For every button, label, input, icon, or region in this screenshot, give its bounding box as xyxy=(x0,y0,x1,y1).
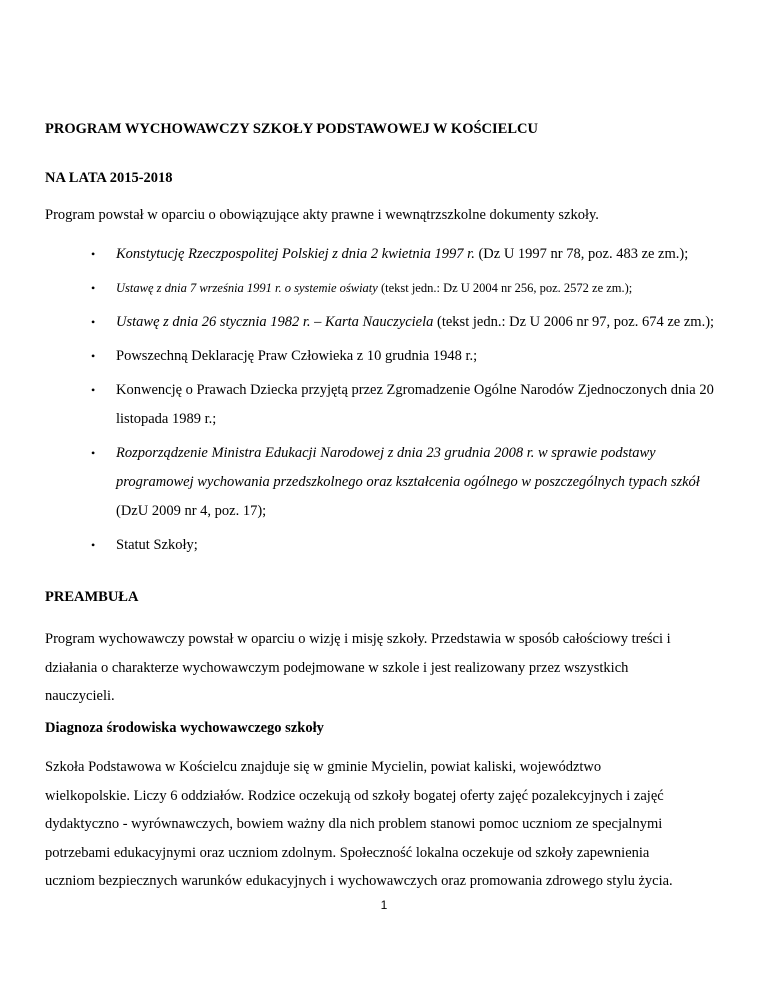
act-reference: (Dz U 1997 nr 78, poz. 483 ze zm.); xyxy=(474,246,689,262)
page-number: 1 xyxy=(380,898,388,912)
act-title: Rozporządzenie Ministra Edukacji Narodowej z dnia 23 grudnia 2008 r. w sprawie podstawy programowej wychowania przedszkolnego oraz kształcenia ogólnego w poszczególnych typach szkół xyxy=(116,445,700,490)
act-title: Ustawę z dnia 26 stycznia 1982 r. – Karta Nauczyciela xyxy=(116,314,434,330)
list-item xyxy=(0,240,768,269)
act-reference: (tekst jedn.: Dz U 2006 nr 97, poz. 674 ze zm.); xyxy=(433,314,715,330)
paragraph-line: potrzebami edukacyjnymi oraz uczniom zdolnym. Społeczność lokalna oczekuje od szkoły zapewnienia xyxy=(45,844,650,861)
list-item xyxy=(0,308,768,337)
diagnosis-paragraph xyxy=(45,753,735,896)
paragraph-line: działania o charakterze wychowawczym podejmowane w szkole i jest realizowany przez wszystkich xyxy=(45,659,629,676)
bullet-icon: • xyxy=(91,281,96,295)
legal-acts-list xyxy=(0,240,768,565)
act-reference: Statut Szkoły; xyxy=(116,537,198,553)
paragraph-line: Program wychowawczy powstał w oparciu o wizję i misję szkoły. Przedstawia w sposób całościowy treści i xyxy=(45,631,671,647)
act-reference: Konwencję o Prawach Dziecka przyjętą przez Zgromadzenie Ogólne Narodów Zjednoczonych dnia 20 listopada 1989 r.; xyxy=(116,382,714,427)
diagnosis-heading: Diagnoza środowiska wychowawczego szkoły xyxy=(45,720,324,736)
preamble-paragraph xyxy=(45,625,735,711)
bullet-icon: • xyxy=(91,383,96,397)
paragraph-line: nauczycieli. xyxy=(45,688,115,704)
bullet-icon: • xyxy=(91,446,96,460)
paragraph-line: Szkoła Podstawowa w Kościelcu znajduje się w gminie Mycielin, powiat kaliski, województwo xyxy=(45,759,602,775)
bullet-icon: • xyxy=(91,315,96,329)
paragraph-line: wielkopolskie. Liczy 6 oddziałów. Rodzice oczekują od szkoły bogatej oferty zajęć pozalekcyjnych i zajęć xyxy=(45,787,664,804)
document-title: PROGRAM WYCHOWAWCZY SZKOŁY PODSTAWOWEJ W KOŚCIELCU xyxy=(45,121,538,137)
paragraph-line: uczniom bezpiecznych warunków edukacyjnych i wychowawczych oraz promowania zdrowego stylu życia. xyxy=(45,873,673,889)
list-item xyxy=(0,376,768,434)
document-subtitle: NA LATA 2015-2018 xyxy=(45,170,173,186)
act-reference: Powszechną Deklarację Praw Człowieka z 10 grudnia 1948 r.; xyxy=(116,348,478,364)
act-reference: (DzU 2009 nr 4, poz. 17); xyxy=(116,503,267,519)
bullet-icon: • xyxy=(91,349,96,363)
paragraph-line: dydaktyczno - wyrównawczych, bowiem ważny dla nich problem stanowi pomoc uczniom ze specjalnymi xyxy=(45,816,663,832)
list-item xyxy=(0,342,768,371)
list-item xyxy=(0,531,768,560)
act-reference: (tekst jedn.: Dz U 2004 nr 256, poz. 2572 ze zm.); xyxy=(377,281,633,295)
bullet-icon: • xyxy=(91,538,96,552)
list-item xyxy=(0,274,768,303)
intro-paragraph: Program powstał w oparciu o obowiązujące akty prawne i wewnątrzszkolne dokumenty szkoły. xyxy=(45,207,599,223)
act-title: Ustawę z dnia 7 września 1991 r. o systemie oświaty xyxy=(116,281,378,295)
preamble-heading: PREAMBUŁA xyxy=(45,589,139,605)
bullet-icon: • xyxy=(91,247,96,261)
list-item xyxy=(0,439,768,526)
act-title: Konstytucję Rzeczpospolitej Polskiej z dnia 2 kwietnia 1997 r. xyxy=(116,246,475,262)
